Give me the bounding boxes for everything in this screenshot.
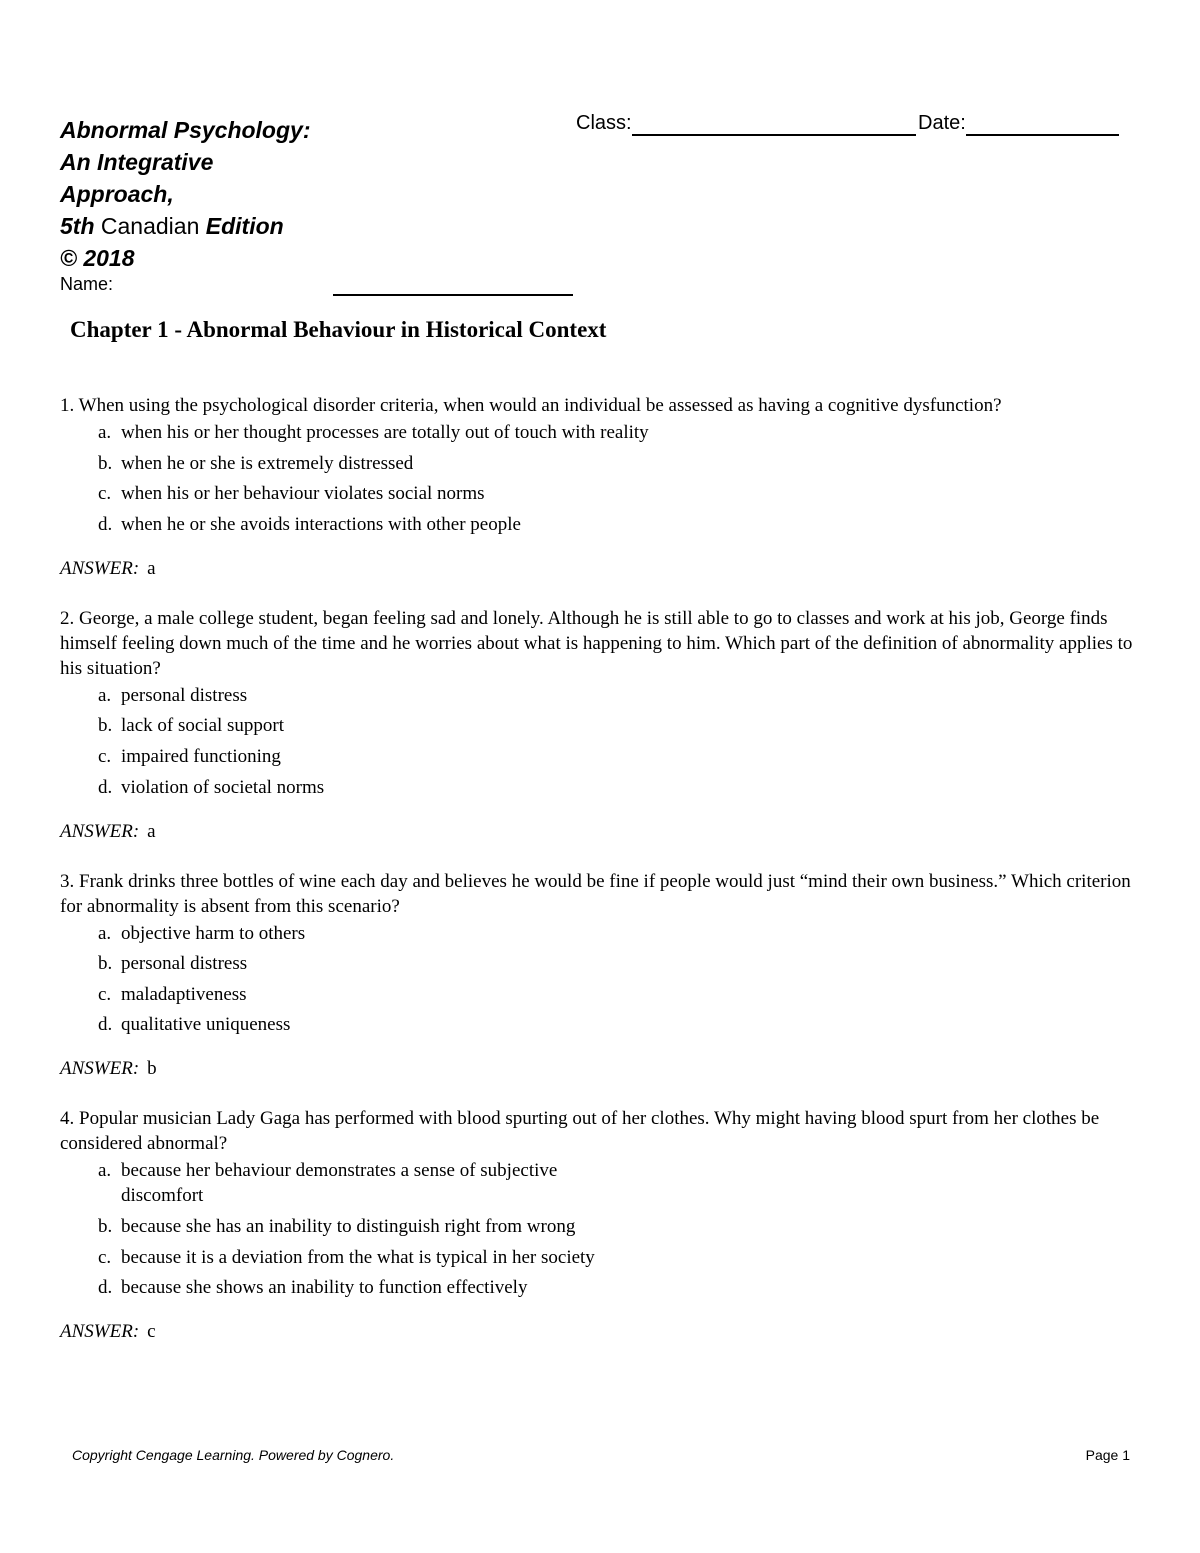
answer-line xyxy=(60,556,1135,581)
option-text: when his or her thought processes are totally out of touch with reality xyxy=(121,422,649,443)
edition-number: 5th xyxy=(60,213,95,239)
answer-options xyxy=(60,683,1135,800)
book-title xyxy=(60,114,390,274)
option-letter: c. xyxy=(98,983,112,1005)
option-text: impaired functioning xyxy=(121,745,281,767)
name-label: Name: xyxy=(60,274,114,294)
answer-options xyxy=(60,921,1135,1038)
option-letter: a. xyxy=(98,684,112,706)
option-letter: c. xyxy=(98,1246,112,1268)
option-letter: d. xyxy=(98,513,113,535)
answer-option xyxy=(60,1158,1135,1208)
answer-option xyxy=(60,512,1135,537)
title-line-2: An Integrative xyxy=(60,149,214,175)
page-footer xyxy=(72,1447,1130,1467)
answer-option xyxy=(60,744,1135,769)
option-text: maladaptiveness xyxy=(121,983,247,1005)
answer-option xyxy=(60,451,1135,476)
answer-value: a xyxy=(147,820,156,842)
edition-label: Edition xyxy=(205,213,284,239)
answer-options xyxy=(60,1158,1135,1300)
page-number: Page 1 xyxy=(1085,1447,1130,1463)
option-text: violation of societal norms xyxy=(121,776,325,798)
answer-line xyxy=(60,819,1135,844)
title-line-1: Abnormal Psychology: xyxy=(60,117,311,143)
option-letter: d. xyxy=(98,1014,113,1036)
option-text: personal distress xyxy=(121,684,248,706)
option-letter: a. xyxy=(98,422,112,443)
answer-option xyxy=(60,775,1135,800)
option-text: because her behaviour demonstrates a sense of subjective discomfort xyxy=(121,1160,558,1207)
name-blank-line xyxy=(333,294,573,296)
answer-option xyxy=(60,683,1135,708)
question-stem: 4. Popular musician Lady Gaga has performed with blood spurting out of her clothes. Why might having blood spurt from her clothes be considered abnormal? xyxy=(60,1108,1100,1155)
title-line-3: Approach, xyxy=(60,181,174,207)
answer-option xyxy=(60,951,1135,976)
option-text: qualitative uniqueness xyxy=(121,1014,291,1036)
option-letter: b. xyxy=(98,1215,113,1237)
answer-label: ANSWER: xyxy=(60,557,140,579)
answer-label: ANSWER: xyxy=(60,1321,140,1343)
answer-options xyxy=(60,420,1135,537)
answer-option xyxy=(60,713,1135,738)
option-text: because she has an inability to distinguish right from wrong xyxy=(121,1215,576,1237)
class-label: Class: xyxy=(576,112,632,134)
option-letter: d. xyxy=(98,1277,113,1299)
option-text: because she shows an inability to function effectively xyxy=(121,1277,528,1299)
answer-option xyxy=(60,1214,1135,1239)
answer-value: a xyxy=(147,557,156,579)
option-letter: b. xyxy=(98,715,113,737)
answer-option xyxy=(60,1275,1135,1300)
question-list xyxy=(60,393,1135,1369)
class-blank-line xyxy=(632,134,916,136)
answer-value: c xyxy=(147,1321,156,1343)
question-stem: 1. When using the psychological disorder criteria, when would an individual be assessed as having a cognitive dysfunction? xyxy=(60,395,1002,416)
edition-line xyxy=(60,210,390,242)
option-letter: c. xyxy=(98,745,112,767)
chapter-title: Chapter 1 - Abnormal Behaviour in Historical Context xyxy=(70,317,607,342)
answer-option xyxy=(60,921,1135,946)
question-item xyxy=(60,1106,1135,1344)
answer-option xyxy=(60,420,1135,445)
option-text: personal distress xyxy=(121,953,248,975)
option-text: when he or she avoids interactions with other people xyxy=(121,513,521,535)
copyright-year: © 2018 xyxy=(60,245,135,271)
option-letter: b. xyxy=(98,953,113,975)
option-text: objective harm to others xyxy=(121,922,306,944)
option-text: lack of social support xyxy=(121,715,285,737)
question-stem: 2. George, a male college student, began feeling sad and lonely. Although he is still able to go to classes and work at his job, George finds himself feeling down much of the time and he worries about what is happening to him. Which part of the definition of abnormality applies to his situation? xyxy=(60,607,1133,679)
option-letter: a. xyxy=(98,922,112,944)
option-letter: b. xyxy=(98,452,113,474)
question-item xyxy=(60,869,1135,1082)
class-date-row xyxy=(576,112,1136,140)
name-field-row xyxy=(60,274,580,300)
answer-line xyxy=(60,1056,1135,1081)
answer-value: b xyxy=(147,1058,157,1080)
answer-option xyxy=(60,481,1135,506)
option-text: when he or she is extremely distressed xyxy=(121,452,414,474)
option-letter: a. xyxy=(98,1160,112,1182)
option-text: because it is a deviation from the what is typical in her society xyxy=(121,1246,595,1268)
question-item xyxy=(60,606,1135,844)
footer-copyright: Copyright Cengage Learning. Powered by Cognero. xyxy=(72,1447,395,1463)
date-label: Date: xyxy=(918,112,966,134)
answer-option xyxy=(60,982,1135,1007)
date-blank-line xyxy=(966,134,1119,136)
question-stem: 3. Frank drinks three bottles of wine each day and believes he would be fine if people would just “mind their own business.” Which criterion for abnormality is absent from this scenario? xyxy=(60,870,1131,917)
answer-line xyxy=(60,1319,1135,1344)
option-text: when his or her behaviour violates social norms xyxy=(121,483,485,505)
answer-label: ANSWER: xyxy=(60,820,140,842)
edition-word: Canadian xyxy=(100,213,200,239)
option-letter: c. xyxy=(98,483,112,505)
option-letter: d. xyxy=(98,776,113,798)
answer-option xyxy=(60,1012,1135,1037)
question-item xyxy=(60,393,1135,581)
answer-label: ANSWER: xyxy=(60,1058,140,1080)
answer-option xyxy=(60,1245,1135,1270)
